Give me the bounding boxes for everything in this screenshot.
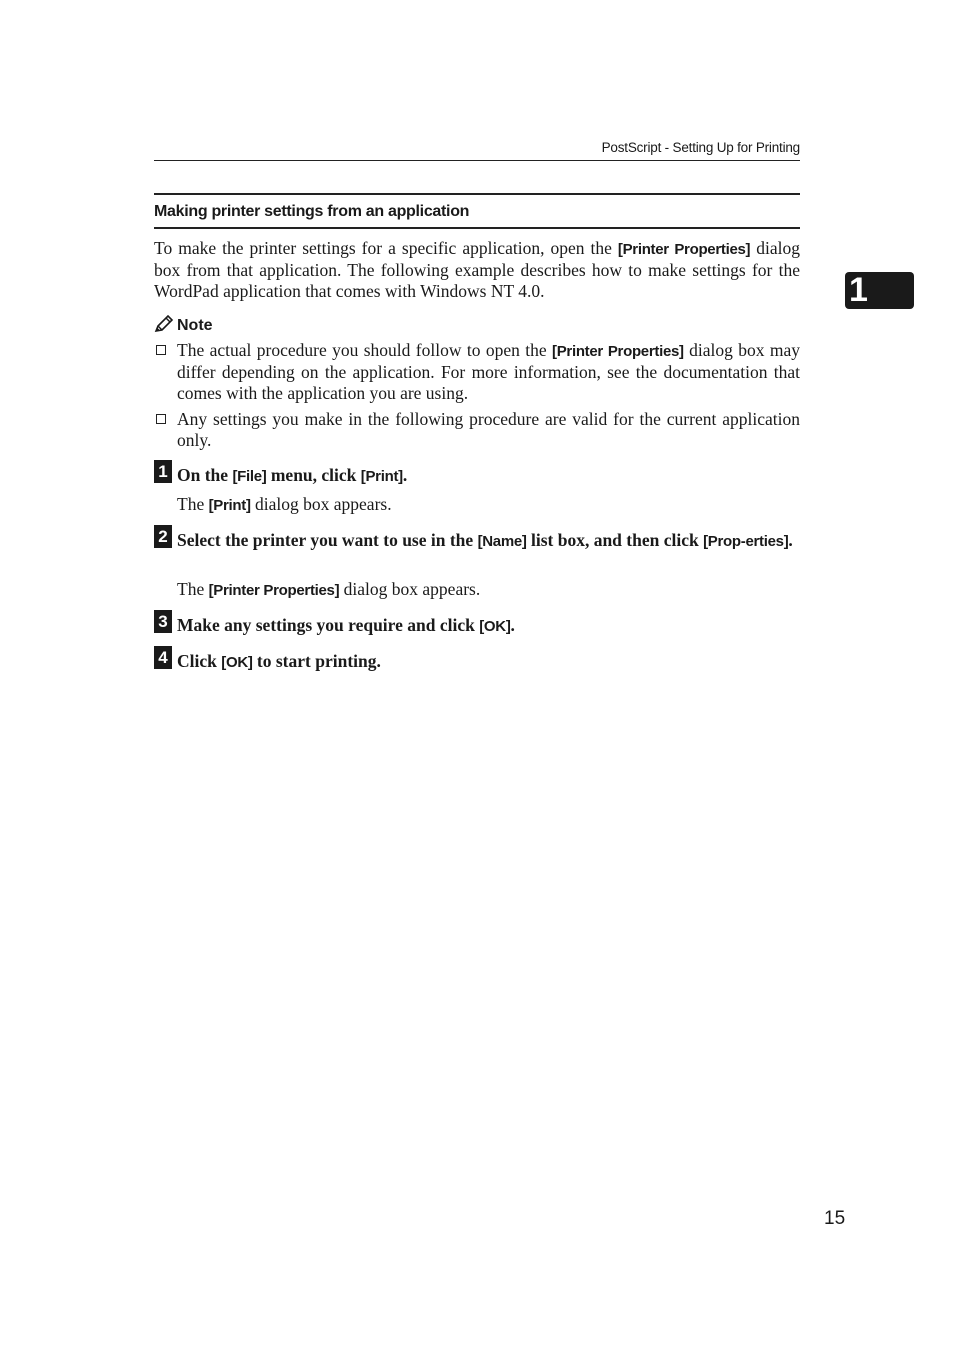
pencil-icon xyxy=(154,315,174,333)
step-1-text-a: On the xyxy=(177,465,233,485)
step-3-text-b: . xyxy=(510,615,515,635)
chapter-tab xyxy=(845,272,914,309)
step-1-text-b: menu, click xyxy=(266,465,361,485)
step-2-text-c: . xyxy=(788,530,793,550)
intro-paragraph xyxy=(154,238,800,302)
step-4-number: 4 xyxy=(154,646,172,669)
step-1-result-b: dialog box appears. xyxy=(250,494,392,514)
note-label: Note xyxy=(177,317,213,334)
step-1-result-a: The xyxy=(177,494,209,514)
intro-text-2: dialog box from that application. The following example describes how to make settings for the WordPad application that comes with Windows NT 4.0. xyxy=(154,238,800,301)
chapter-tab-number: 1 xyxy=(849,271,868,309)
running-header-title: PostScript - Setting Up for Printing xyxy=(601,140,800,155)
note-item-1-text-a: The actual procedure you should follow to open the xyxy=(177,340,553,360)
step-2-ui-name: [Name] xyxy=(477,533,527,550)
step-1-ui-print: [Print] xyxy=(360,468,403,485)
page-number: 15 xyxy=(824,1208,846,1229)
step-3-ui-ok: [OK] xyxy=(479,618,511,635)
step-4-instruction xyxy=(177,651,800,673)
step-3-instruction xyxy=(177,615,800,637)
step-4-ui-ok: [OK] xyxy=(221,654,253,671)
step-3-number: 3 xyxy=(154,610,172,633)
section-heading-title: Making printer settings from an application xyxy=(154,203,470,220)
step-2-text-a: Select the printer you want to use in the xyxy=(177,530,478,550)
step-3-text-a: Make any settings you require and click xyxy=(177,615,480,635)
note-item-1-text-b: dialog box may differ depending on the application. For more information, see the documentation that comes with the application you are using. xyxy=(177,340,801,403)
step-2-instruction xyxy=(177,530,800,552)
note-item-1-ui-term: [Printer Properties] xyxy=(552,343,684,360)
step-2-text-b: list box, and then click xyxy=(526,530,704,550)
step-1-result-ui: [Print] xyxy=(208,497,251,514)
step-1-result xyxy=(177,494,800,516)
intro-text-1: To make the printer settings for a specific application, open the xyxy=(154,238,618,258)
step-1-text-c: . xyxy=(402,465,408,485)
section-heading xyxy=(154,193,800,229)
step-4-text-b: to start printing. xyxy=(252,651,381,671)
step-2-result-a: The xyxy=(177,579,209,599)
note-item-2-text: Any settings you make in the following procedure are valid for the current application only. xyxy=(177,409,800,450)
checkbox-bullet-icon xyxy=(156,414,166,424)
step-4-text-a: Click xyxy=(177,651,222,671)
note-item-1-text xyxy=(177,340,800,404)
intro-ui-term: [Printer Properties] xyxy=(617,241,751,258)
step-2-ui-properties: [Prop-erties] xyxy=(703,533,789,550)
step-1-instruction xyxy=(177,465,800,487)
checkbox-bullet-icon xyxy=(156,345,166,355)
running-header xyxy=(154,138,800,161)
step-1-ui-file: [File] xyxy=(232,468,267,485)
step-2-result-ui: [Printer Properties] xyxy=(208,582,340,599)
step-2-result xyxy=(177,579,800,601)
step-2-result-b: dialog box appears. xyxy=(339,579,481,599)
step-1-number: 1 xyxy=(154,460,172,483)
step-2-number: 2 xyxy=(154,525,172,548)
